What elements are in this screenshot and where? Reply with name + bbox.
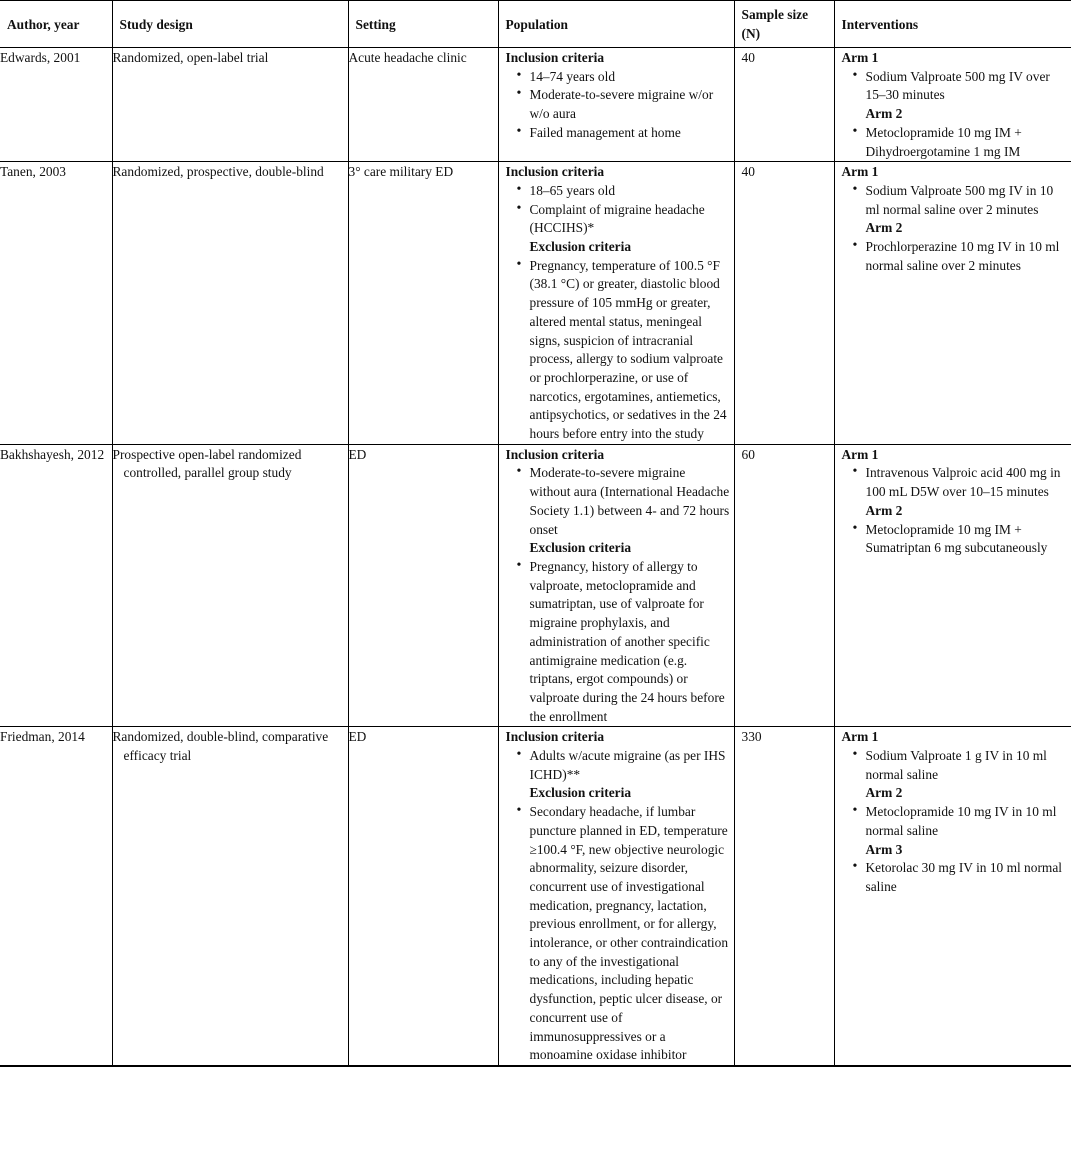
- population-cell: [498, 48, 734, 162]
- arm-list: [842, 859, 1068, 896]
- interventions-cell: [834, 727, 1071, 1066]
- criteria-item: • Failed management at home: [506, 124, 730, 143]
- arm-label: Arm 1: [841, 164, 879, 180]
- header-setting: Setting: [348, 1, 498, 48]
- arm-list: [842, 68, 1068, 105]
- arm-list: [842, 747, 1068, 784]
- arm-item: • Prochlorperazine 10 mg IV in 10 ml normal saline over 2 minutes: [842, 238, 1068, 275]
- arm-list: [842, 182, 1068, 219]
- header-author-year: Author, year: [0, 1, 112, 48]
- header-population: Population: [498, 1, 734, 48]
- arm-list: [842, 521, 1068, 558]
- criteria-title: Inclusion criteria: [505, 446, 605, 462]
- header-sample-size: Sample size (N): [734, 1, 834, 48]
- arm-item: • Sodium Valproate 500 mg IV over 15–30 minutes: [842, 68, 1068, 105]
- criteria-item: • Moderate-to-severe migraine without aura (International Headache Society 1.1) between 4- and 72 hours onset: [506, 464, 730, 539]
- arm-item: • Metoclopramide 10 mg IM + Dihydroergotamine 1 mg IM: [842, 124, 1068, 161]
- arm-label: Arm 1: [841, 50, 879, 65]
- author-year-cell: Friedman, 2014: [0, 727, 112, 1066]
- header-interventions: Interventions: [834, 1, 1071, 48]
- sample-size-cell: 40: [734, 48, 834, 162]
- sample-size-cell: 40: [734, 162, 834, 445]
- setting-cell: ED: [348, 444, 498, 727]
- sample-size-cell: 60: [734, 444, 834, 727]
- header-study-design: Study design: [112, 1, 348, 48]
- arm-list: [842, 803, 1068, 840]
- study-design-cell: Prospective open-label randomized controlled, parallel group study: [112, 444, 348, 727]
- criteria-item: • 14–74 years old: [506, 68, 730, 87]
- arm-item: • Ketorolac 30 mg IV in 10 ml normal saline: [842, 859, 1068, 896]
- criteria-title: Inclusion criteria: [505, 164, 605, 180]
- header-row: [0, 1, 1071, 48]
- criteria-item: • Secondary headache, if lumbar puncture planned in ED, temperature ≥100.4 °F, new objective neurologic abnormality, seizure disorder, concurrent use of investigational medication, pregnancy, lactation, previous enrollment, or for allergy, intolerance, or other contraindication to any of the investigational medications, including hepatic dysfunction, peptic ulcer disease, or concurrent use of immunosuppressives or a monoamine oxidase inhibitor: [506, 803, 730, 1065]
- criteria-title: Exclusion criteria: [529, 239, 632, 255]
- arm-list: [842, 238, 1068, 275]
- arm-label: Arm 2: [865, 785, 903, 801]
- study-design-cell: Randomized, prospective, double-blind: [112, 162, 348, 445]
- arm-label: Arm 3: [865, 841, 903, 857]
- study-design-cell: Randomized, open-label trial: [112, 48, 348, 162]
- criteria-list: [506, 747, 730, 784]
- criteria-title: Exclusion criteria: [529, 785, 632, 801]
- criteria-item: • Complaint of migraine headache (HCCIHS)*: [506, 201, 730, 238]
- arm-label: Arm 2: [865, 220, 903, 236]
- criteria-item: • 18–65 years old: [506, 182, 730, 201]
- criteria-title: Inclusion criteria: [505, 729, 605, 745]
- criteria-list: [506, 558, 730, 726]
- population-cell: [498, 444, 734, 727]
- criteria-list: [506, 182, 730, 238]
- interventions-cell: [834, 444, 1071, 727]
- arm-label: Arm 1: [841, 729, 879, 745]
- author-year-cell: Tanen, 2003: [0, 162, 112, 445]
- criteria-item: • Moderate-to-severe migraine w/or w/o aura: [506, 86, 730, 123]
- interventions-cell: [834, 48, 1071, 162]
- criteria-list: [506, 257, 730, 444]
- criteria-list: [506, 464, 730, 539]
- arm-list: [842, 464, 1068, 501]
- criteria-list: [506, 803, 730, 1065]
- criteria-item: • Pregnancy, temperature of 100.5 °F (38.1 °C) or greater, diastolic blood pressure of 105 mmHg or greater, altered mental status, meningeal signs, suspicion of intracranial process, allergy to sodium valproate or prochlorperazine, or use of narcotics, ergotamines, antiemetics, antipsychotics, or sedatives in the 24 hours before entry into the study: [506, 257, 730, 444]
- study-design-cell: Randomized, double-blind, comparative efficacy trial: [112, 727, 348, 1066]
- author-year-cell: Edwards, 2001: [0, 48, 112, 162]
- table-row: [0, 444, 1071, 727]
- arm-label: Arm 2: [865, 106, 903, 122]
- criteria-list: [506, 68, 730, 143]
- arm-item: • Sodium Valproate 500 mg IV in 10 ml normal saline over 2 minutes: [842, 182, 1068, 219]
- table-row: [0, 727, 1071, 1066]
- arm-item: • Intravenous Valproic acid 400 mg in 100 mL D5W over 10–15 minutes: [842, 464, 1068, 501]
- setting-cell: Acute headache clinic: [348, 48, 498, 162]
- setting-cell: ED: [348, 727, 498, 1066]
- setting-cell: 3° care military ED: [348, 162, 498, 445]
- criteria-title: Inclusion criteria: [505, 50, 605, 65]
- population-cell: [498, 162, 734, 445]
- author-year-cell: Bakhshayesh, 2012: [0, 444, 112, 727]
- table-row: [0, 162, 1071, 445]
- arm-item: • Metoclopramide 10 mg IV in 10 ml normal saline: [842, 803, 1068, 840]
- arm-list: [842, 124, 1068, 161]
- arm-label: Arm 2: [865, 502, 903, 518]
- criteria-title: Exclusion criteria: [529, 540, 632, 556]
- criteria-item: • Adults w/acute migraine (as per IHS ICHD)**: [506, 747, 730, 784]
- arm-item: • Sodium Valproate 1 g IV in 10 ml normal saline: [842, 747, 1068, 784]
- criteria-item: • Pregnancy, history of allergy to valproate, metoclopramide and sumatriptan, use of valproate for migraine prophylaxis, and administration of another specific antimigraine medication (e.g. triptans, ergot compounds) or valproate during the 24 hours before the enrollment: [506, 558, 730, 726]
- population-cell: [498, 727, 734, 1066]
- arm-label: Arm 1: [841, 446, 879, 462]
- sample-size-cell: 330: [734, 727, 834, 1066]
- arm-item: • Metoclopramide 10 mg IM + Sumatriptan 6 mg subcutaneously: [842, 521, 1068, 558]
- table-row: [0, 48, 1071, 162]
- interventions-cell: [834, 162, 1071, 445]
